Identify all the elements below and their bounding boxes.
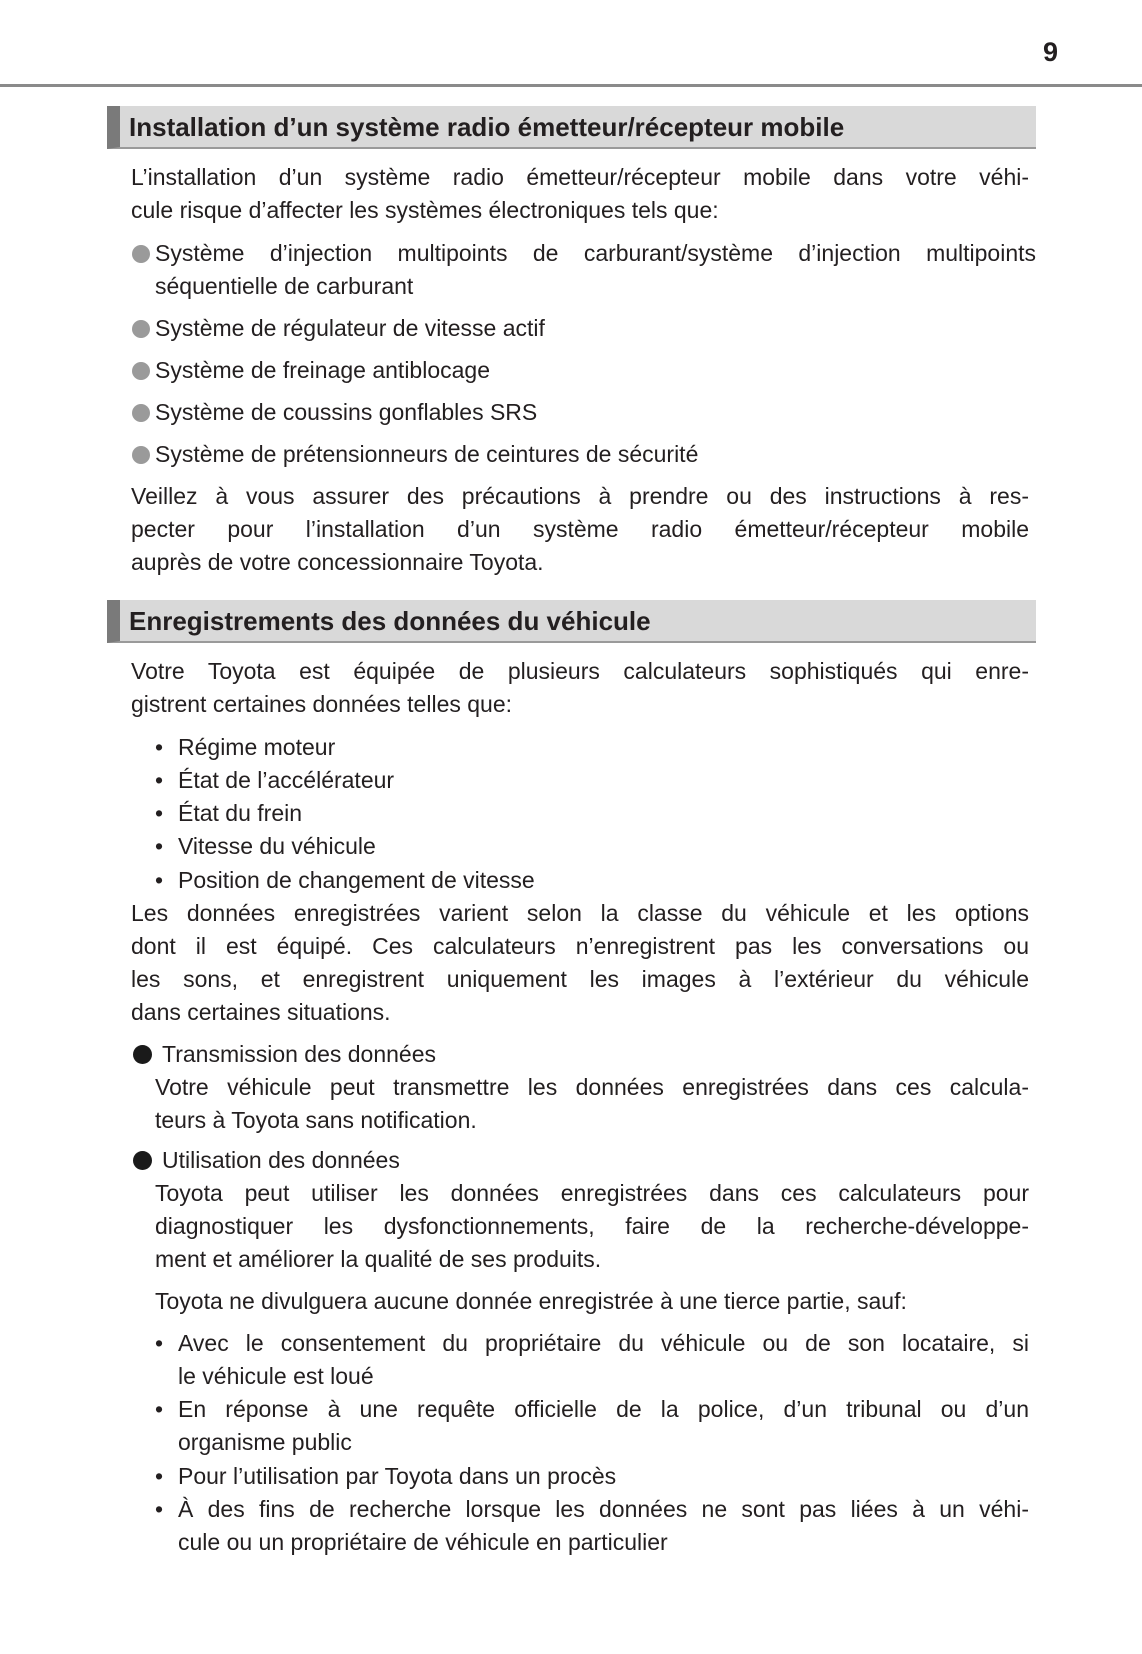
list-item-text: Système de freinage antiblocage xyxy=(155,357,490,383)
section-title-vehicle-data: Enregistrements des données du véhicule xyxy=(107,600,1036,643)
exception-text: À des fins de recherche lorsque les données ne sont pas liées à un véhi- xyxy=(178,1496,1029,1522)
paragraph-line: gistrent certaines données telles que: xyxy=(131,691,513,717)
subheading-usage xyxy=(131,1144,1029,1177)
list-item xyxy=(131,354,1036,387)
paragraph-line: les sons, et enregistrent uniquement les images à l’extérieur du véhicule xyxy=(131,966,1029,992)
paragraph-line: dont il est équipé. Ces calculateurs n’enregistrent pas les conversations ou xyxy=(131,933,1029,959)
bullet-icon: • xyxy=(155,734,164,760)
list-item-text: Système de coussins gonflables SRS xyxy=(155,399,538,425)
exception-item xyxy=(155,1327,1029,1393)
bullet-icon: • xyxy=(155,1330,164,1356)
list-item-text: séquentielle de carburant xyxy=(155,273,414,299)
paragraph-line: L’installation d’un système radio émetteur/récepteur mobile dans votre véhi- xyxy=(131,164,1029,190)
paragraph-line: cule risque d’affecter les systèmes électroniques tels que: xyxy=(131,197,719,223)
bullet-icon: • xyxy=(155,1496,164,1522)
bullet-icon: • xyxy=(155,833,164,859)
subheading-text: Transmission des données xyxy=(162,1041,437,1067)
exception-text: cule ou un propriétaire de véhicule en particulier xyxy=(178,1529,668,1555)
subheading-transmission xyxy=(131,1038,1029,1071)
exception-text: organisme public xyxy=(178,1429,352,1455)
data-item xyxy=(155,731,1029,764)
paragraph-line: Veillez à vous assurer des précautions à prendre ou des instructions à res- xyxy=(131,483,1029,509)
bullet-icon: • xyxy=(155,767,164,793)
data-item-text: Régime moteur xyxy=(178,734,336,760)
data-item xyxy=(155,764,1029,797)
data-item-text: Vitesse du véhicule xyxy=(178,833,376,859)
header-rule xyxy=(0,84,1142,87)
paragraph-line: auprès de votre concessionnaire Toyota. xyxy=(131,549,544,575)
bullet-icon xyxy=(132,404,150,422)
bullet-icon xyxy=(132,446,150,464)
paragraph-line: Les données enregistrées varient selon la classe du véhicule et les options xyxy=(131,900,1029,926)
list-item-text: Système de régulateur de vitesse actif xyxy=(155,315,545,341)
list-item-text: Système d’injection multipoints de carburant/système d’injection multipoints xyxy=(155,240,1036,266)
data-item-text: État du frein xyxy=(178,800,303,826)
paragraph-line: ment et améliorer la qualité de ses produits. xyxy=(155,1246,602,1272)
bullet-icon xyxy=(133,1151,152,1170)
data-item-text: État de l’accélérateur xyxy=(178,767,395,793)
bullet-icon xyxy=(132,245,150,263)
data-item xyxy=(155,864,1029,897)
list-item xyxy=(131,438,1036,471)
exception-text: Avec le consentement du propriétaire du véhicule ou de son locataire, si xyxy=(178,1330,1029,1356)
list-item-text: Système de prétensionneurs de ceintures de sécurité xyxy=(155,441,699,467)
bullet-icon: • xyxy=(155,1396,164,1422)
list-item xyxy=(131,312,1036,345)
page-number: 9 xyxy=(1042,37,1058,67)
bullet-icon: • xyxy=(155,1463,164,1489)
exception-text: Pour l’utilisation par Toyota dans un procès xyxy=(178,1463,617,1489)
exception-text: En réponse à une requête officielle de la police, d’un tribunal ou d’un xyxy=(178,1396,1029,1422)
exception-item xyxy=(155,1393,1029,1459)
paragraph-line: Votre Toyota est équipée de plusieurs calculateurs sophistiqués qui enre- xyxy=(131,658,1029,684)
exception-text: le véhicule est loué xyxy=(178,1363,374,1389)
paragraph-line: Votre véhicule peut transmettre les données enregistrées dans ces calcula- xyxy=(155,1074,1029,1100)
paragraph-line: teurs à Toyota sans notification. xyxy=(155,1107,477,1133)
data-item xyxy=(155,830,1029,863)
paragraph-line: Toyota peut utiliser les données enregistrées dans ces calculateurs pour xyxy=(155,1180,1029,1206)
bullet-icon xyxy=(132,362,150,380)
bullet-icon xyxy=(132,320,150,338)
paragraph-line: Toyota ne divulguera aucune donnée enregistrée à une tierce partie, sauf: xyxy=(155,1288,907,1314)
list-item xyxy=(131,237,1036,303)
subheading-text: Utilisation des données xyxy=(162,1147,400,1173)
exception-item xyxy=(155,1460,1029,1493)
paragraph-line: diagnostiquer les dysfonctionnements, faire de la recherche-développe- xyxy=(155,1213,1029,1239)
section-title-radio: Installation d’un système radio émetteur/récepteur mobile xyxy=(107,106,1036,149)
exception-item xyxy=(155,1493,1029,1559)
bullet-icon: • xyxy=(155,867,164,893)
bullet-icon: • xyxy=(155,800,164,826)
paragraph-line: pecter pour l’installation d’un système radio émetteur/récepteur mobile xyxy=(131,516,1029,542)
data-item xyxy=(155,797,1029,830)
data-item-text: Position de changement de vitesse xyxy=(178,867,535,893)
paragraph-line: dans certaines situations. xyxy=(131,999,391,1025)
list-item xyxy=(131,396,1036,429)
bullet-icon xyxy=(133,1045,152,1064)
